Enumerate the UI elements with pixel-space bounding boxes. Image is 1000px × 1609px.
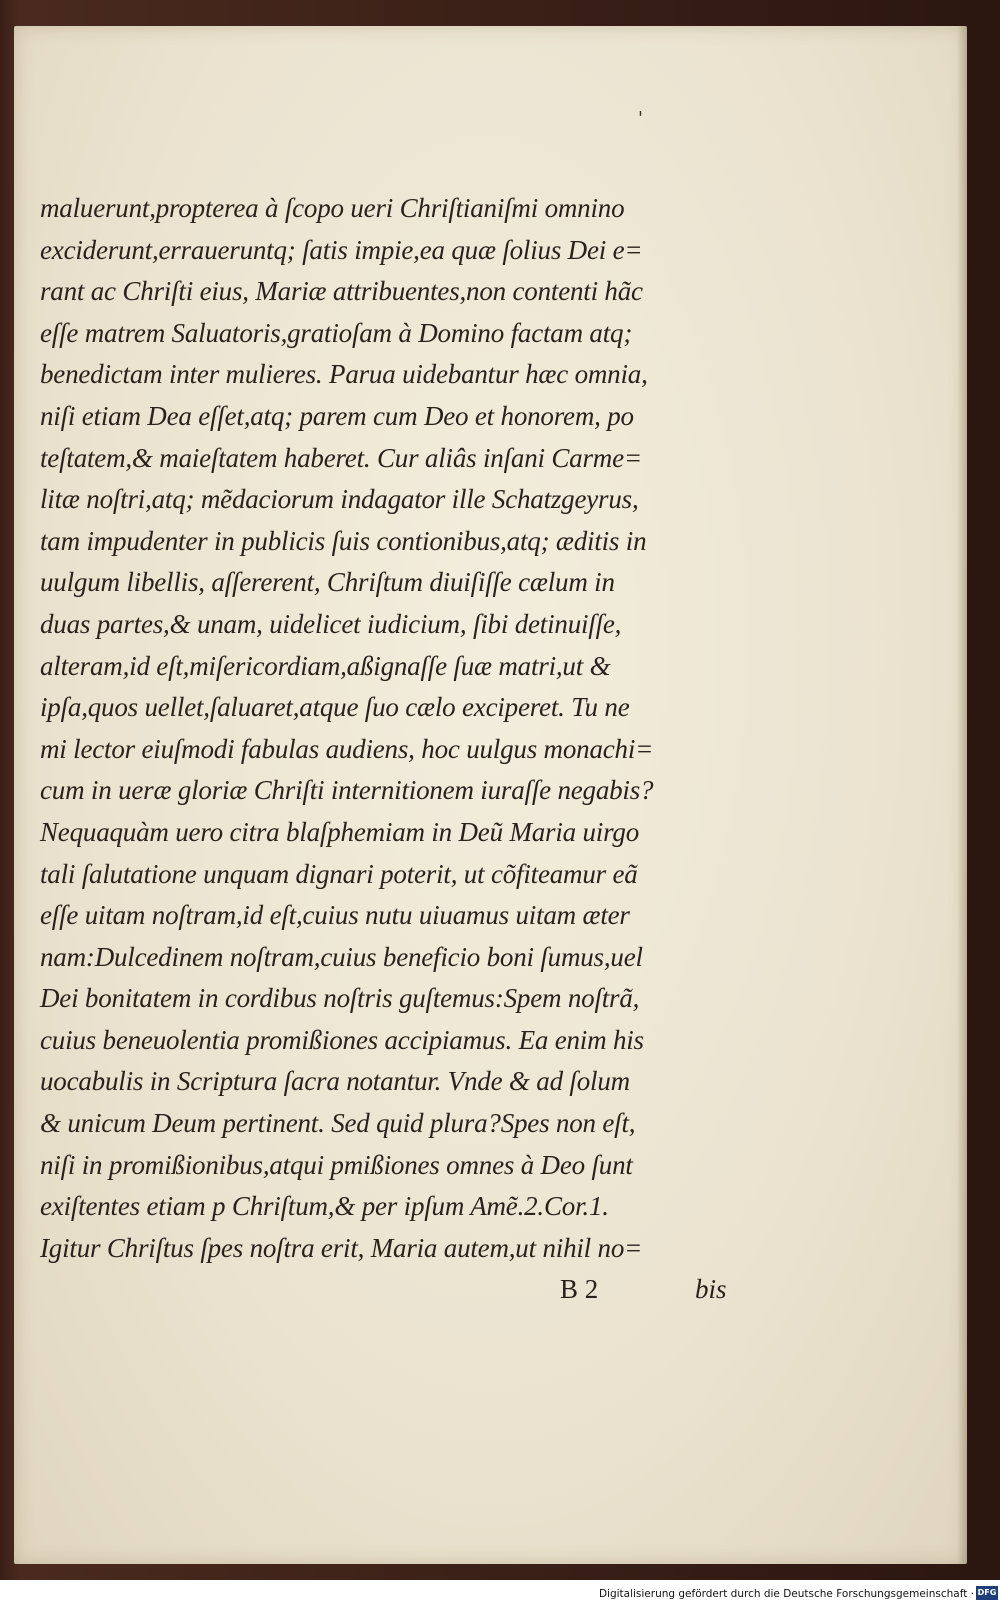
text-line: nam:Dulcedinem noſtram,cuius beneficio boni ſumus,uel xyxy=(40,941,643,972)
text-line: Nequaquàm uero citra blaſphemiam in Deũ Maria uirgo xyxy=(40,816,640,847)
text-line: cuius beneuolentia promißiones accipiamus. Ea enim his xyxy=(40,1024,644,1055)
text-line: eſſe matrem Saluatoris,gratioſam à Domino factam atq; xyxy=(40,317,633,348)
text-line: eſſe uitam noſtram,id eſt,cuius nutu uiuamus uitam æter xyxy=(40,900,630,931)
text-line: tam impudenter in publicis ſuis contionibus,atq; æditis in xyxy=(40,525,647,556)
text-line: niſi in promißionibus,atqui pmißiones omnes à Deo ſunt xyxy=(40,1149,633,1180)
text-line: uocabulis in Scriptura ſacra notantur. Vnde & ad ſolum xyxy=(40,1066,630,1097)
dfg-logo: DFG xyxy=(976,1586,998,1600)
text-line: benedictam inter mulieres. Parua uidebantur hæc omnia, xyxy=(40,359,648,390)
page-mark: ' xyxy=(638,108,643,129)
text-line: maluerunt,propterea à ſcopo ueri Chriſtianiſmi omnino xyxy=(40,193,625,223)
text-line: Dei bonitatem in cordibus noſtris guſtemus:Spem noſtrã, xyxy=(40,983,640,1014)
text-line: niſi etiam Dea eſſet,atq; parem cum Deo et honorem, po xyxy=(40,400,634,431)
page-footer-row xyxy=(40,1274,740,1314)
text-line: exiſtentes etiam p Chriſtum,& per ipſum Amẽ.2.Cor.1. xyxy=(40,1191,609,1222)
text-line: & unicum Deum pertinent. Sed quid plura?Spes non eſt, xyxy=(40,1108,636,1139)
page-text xyxy=(40,188,740,1269)
text-line: exciderunt,erraueruntq; ſatis impie,ea quæ ſolius Dei e= xyxy=(40,234,643,265)
funding-credit: Digitalisierung gefördert durch die Deutsche Forschungsgemeinschaft · xyxy=(598,1588,974,1600)
catchword: bis xyxy=(695,1274,727,1304)
text-line: litæ noſtri,atq; mẽdaciorum indagator ille Schatzgeyrus, xyxy=(40,484,639,515)
page-edge-shadow xyxy=(957,26,967,1564)
text-line: cum in ueræ gloriæ Chriſti internitionem iuraſſe negabis? xyxy=(40,775,654,806)
text-line: rant ac Chriſti eius, Mariæ attribuentes,non contenti hãc xyxy=(40,276,643,307)
text-line: tali ſalutatione unquam dignari poterit, ut cõfiteamur eã xyxy=(40,858,638,889)
text-line: mi lector eiuſmodi fabulas audiens, hoc uulgus monachi= xyxy=(40,733,654,764)
text-line: duas partes,& unam, uidelicet iudicium, ſibi detinuiſſe, xyxy=(40,608,622,639)
text-line: alteram,id eſt,miſericordiam,aßignaſſe ſuæ matri,ut & xyxy=(40,650,611,681)
text-line: uulgum libellis, aſſererent, Chriſtum diuiſiſſe cælum in xyxy=(40,567,615,598)
text-line: teſtatem,& maieſtatem haberet. Cur aliâs inſani Carme= xyxy=(40,442,642,473)
text-line: ipſa,quos uellet,ſaluaret,atque ſuo cælo exciperet. Tu ne xyxy=(40,692,630,723)
signature-mark: B 2 xyxy=(560,1274,599,1304)
credit-bar xyxy=(0,1580,1000,1609)
text-line: Igitur Chriſtus ſpes noſtra erit, Maria autem,ut nihil no= xyxy=(40,1232,643,1263)
